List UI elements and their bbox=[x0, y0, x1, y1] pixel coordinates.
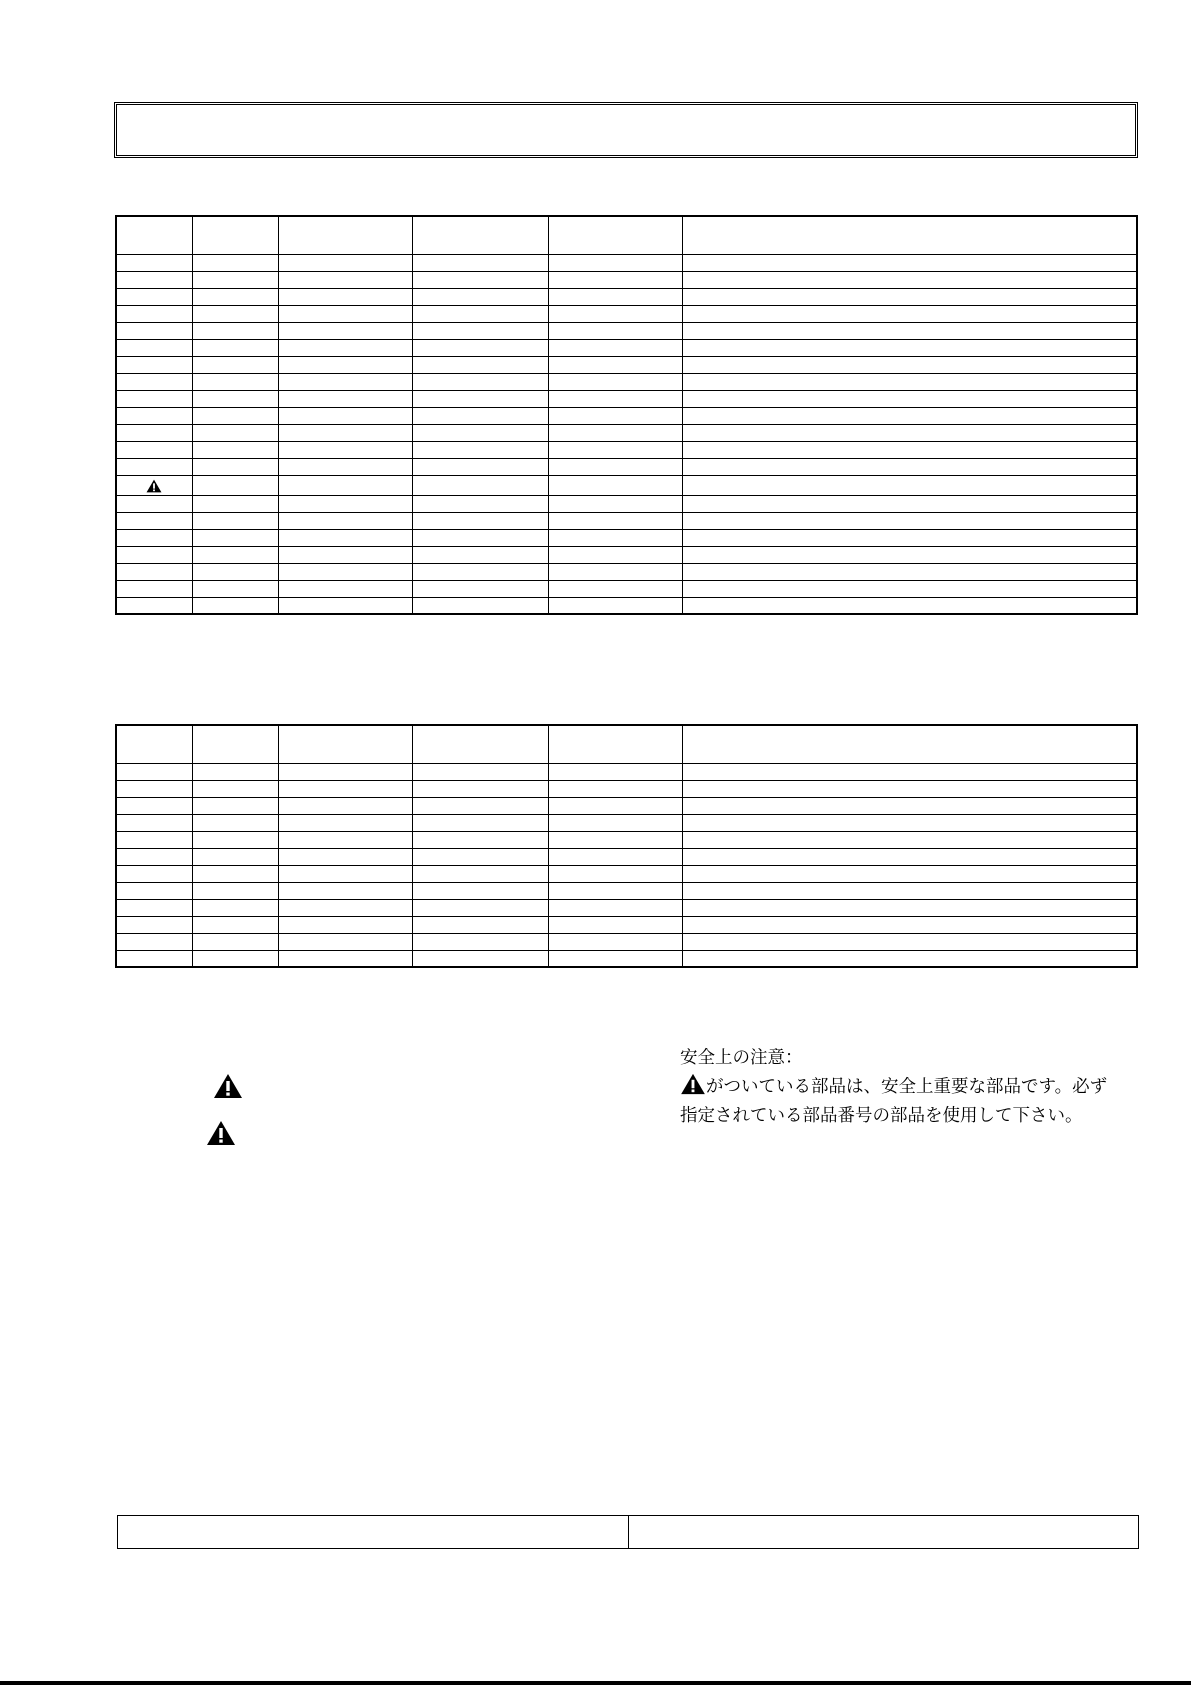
table-cell bbox=[116, 373, 192, 390]
table-cell bbox=[412, 254, 548, 271]
table-cell bbox=[548, 899, 682, 916]
table-row bbox=[116, 458, 1137, 475]
table-cell bbox=[116, 797, 192, 814]
table-cell bbox=[192, 882, 278, 899]
table-cell bbox=[548, 339, 682, 356]
table-cell bbox=[548, 271, 682, 288]
table-cell bbox=[116, 407, 192, 424]
table-cell bbox=[412, 780, 548, 797]
table-cell bbox=[192, 814, 278, 831]
table-cell bbox=[412, 356, 548, 373]
table-header-row bbox=[116, 725, 1137, 763]
table-row bbox=[116, 512, 1137, 529]
table-cell bbox=[412, 475, 548, 495]
table-cell bbox=[682, 441, 1137, 458]
table-cell bbox=[278, 529, 412, 546]
table-row bbox=[116, 546, 1137, 563]
table-cell bbox=[412, 597, 548, 614]
table-cell bbox=[192, 407, 278, 424]
table-cell bbox=[116, 916, 192, 933]
table-row bbox=[116, 950, 1137, 967]
table-cell bbox=[548, 495, 682, 512]
table-cell bbox=[412, 546, 548, 563]
table-cell bbox=[548, 356, 682, 373]
safety-note-heading: 安全上の注意： bbox=[680, 1048, 803, 1068]
table-cell bbox=[548, 441, 682, 458]
table-cell bbox=[278, 597, 412, 614]
table-cell bbox=[278, 848, 412, 865]
table-cell bbox=[548, 580, 682, 597]
table-cell bbox=[278, 882, 412, 899]
header-cell-part-no-2 bbox=[412, 216, 548, 254]
header-cell-description bbox=[682, 725, 1137, 763]
warning-triangle-icon bbox=[206, 1120, 236, 1146]
header-cell-description bbox=[682, 216, 1137, 254]
table-cell bbox=[192, 933, 278, 950]
table-cell bbox=[116, 271, 192, 288]
table-row bbox=[116, 814, 1137, 831]
table-cell bbox=[278, 580, 412, 597]
header-cell-part-no bbox=[278, 725, 412, 763]
table-cell bbox=[548, 529, 682, 546]
safety-note-line-1 bbox=[680, 1073, 1140, 1102]
table-cell bbox=[682, 305, 1137, 322]
table-cell bbox=[548, 475, 682, 495]
table-cell bbox=[682, 933, 1137, 950]
table-cell bbox=[682, 797, 1137, 814]
table-cell bbox=[682, 512, 1137, 529]
table-cell bbox=[682, 848, 1137, 865]
table-cell bbox=[278, 865, 412, 882]
table-cell bbox=[682, 424, 1137, 441]
table-cell bbox=[412, 373, 548, 390]
table-cell bbox=[682, 475, 1137, 495]
table-row bbox=[116, 780, 1137, 797]
table-cell bbox=[192, 950, 278, 967]
table-cell bbox=[412, 390, 548, 407]
table-cell bbox=[682, 580, 1137, 597]
table-cell bbox=[192, 563, 278, 580]
table-cell bbox=[682, 407, 1137, 424]
table-cell bbox=[412, 424, 548, 441]
table-cell bbox=[682, 780, 1137, 797]
table-cell bbox=[278, 373, 412, 390]
table-cell bbox=[192, 441, 278, 458]
table-cell bbox=[412, 288, 548, 305]
table-cell bbox=[278, 933, 412, 950]
header-cell-part-no-3 bbox=[548, 725, 682, 763]
table-cell bbox=[682, 865, 1137, 882]
table-cell bbox=[682, 899, 1137, 916]
table-cell bbox=[116, 512, 192, 529]
table-cell bbox=[116, 814, 192, 831]
table-cell bbox=[192, 356, 278, 373]
table-cell bbox=[278, 356, 412, 373]
table-row bbox=[116, 475, 1137, 495]
table-cell bbox=[192, 899, 278, 916]
table-cell bbox=[192, 390, 278, 407]
table-row bbox=[116, 390, 1137, 407]
table-cell bbox=[192, 865, 278, 882]
table-cell bbox=[192, 373, 278, 390]
table-cell bbox=[682, 814, 1137, 831]
warning-triangle-icon bbox=[213, 1073, 243, 1099]
table-cell bbox=[116, 495, 192, 512]
table-cell bbox=[116, 899, 192, 916]
table-cell bbox=[278, 814, 412, 831]
table-cell bbox=[116, 305, 192, 322]
parts-table-bottom bbox=[115, 724, 1138, 968]
table-cell bbox=[116, 424, 192, 441]
table-cell bbox=[116, 254, 192, 271]
table-cell bbox=[192, 495, 278, 512]
table-cell bbox=[548, 848, 682, 865]
table-cell bbox=[116, 356, 192, 373]
table-cell bbox=[192, 305, 278, 322]
table-cell bbox=[412, 529, 548, 546]
table-cell bbox=[192, 424, 278, 441]
table-cell bbox=[548, 305, 682, 322]
table-row bbox=[116, 356, 1137, 373]
table-cell bbox=[682, 373, 1137, 390]
table-cell bbox=[682, 322, 1137, 339]
table-row bbox=[116, 305, 1137, 322]
table-cell bbox=[548, 546, 682, 563]
table-cell bbox=[278, 458, 412, 475]
warning-triangle-icon bbox=[680, 1073, 706, 1095]
table-cell bbox=[412, 882, 548, 899]
table-cell bbox=[682, 254, 1137, 271]
header-cell-part-no-2 bbox=[412, 725, 548, 763]
table-cell bbox=[682, 763, 1137, 780]
table-cell bbox=[548, 933, 682, 950]
table-cell bbox=[682, 458, 1137, 475]
header-cell-part-no-3 bbox=[548, 216, 682, 254]
table-cell bbox=[548, 458, 682, 475]
table-row bbox=[116, 831, 1137, 848]
table-cell bbox=[278, 831, 412, 848]
table-cell bbox=[548, 254, 682, 271]
table-cell bbox=[682, 495, 1137, 512]
table-cell bbox=[116, 933, 192, 950]
table-cell bbox=[116, 339, 192, 356]
table-cell bbox=[548, 882, 682, 899]
table-cell bbox=[682, 339, 1137, 356]
table-row bbox=[116, 882, 1137, 899]
header-cell-ref bbox=[192, 725, 278, 763]
table-cell bbox=[278, 254, 412, 271]
table-cell bbox=[192, 322, 278, 339]
table-header-row bbox=[116, 216, 1137, 254]
footer-cell-left bbox=[118, 1516, 628, 1548]
table-cell bbox=[548, 865, 682, 882]
header-cell-part-no bbox=[278, 216, 412, 254]
table-cell bbox=[682, 831, 1137, 848]
table-cell bbox=[412, 580, 548, 597]
table-cell bbox=[116, 848, 192, 865]
table-cell bbox=[682, 882, 1137, 899]
table-cell bbox=[548, 950, 682, 967]
table-cell bbox=[116, 546, 192, 563]
table-cell bbox=[412, 495, 548, 512]
table-cell bbox=[682, 597, 1137, 614]
table-cell bbox=[412, 933, 548, 950]
table-cell bbox=[548, 780, 682, 797]
table-cell bbox=[192, 916, 278, 933]
table-cell bbox=[278, 271, 412, 288]
footer-cell-right bbox=[628, 1516, 1139, 1548]
table-cell bbox=[192, 797, 278, 814]
table-cell bbox=[192, 288, 278, 305]
table-cell bbox=[278, 424, 412, 441]
table-cell bbox=[412, 797, 548, 814]
table-cell bbox=[682, 390, 1137, 407]
table-cell bbox=[412, 271, 548, 288]
table-cell bbox=[116, 580, 192, 597]
table-cell bbox=[116, 475, 192, 495]
table-row bbox=[116, 271, 1137, 288]
table-cell bbox=[278, 322, 412, 339]
table-row bbox=[116, 916, 1137, 933]
table-row bbox=[116, 424, 1137, 441]
warning-triangle-icon bbox=[146, 479, 162, 493]
table-cell bbox=[278, 780, 412, 797]
table-cell bbox=[192, 580, 278, 597]
table-cell bbox=[682, 916, 1137, 933]
table-cell bbox=[192, 780, 278, 797]
table-cell bbox=[116, 529, 192, 546]
page-title-box bbox=[114, 102, 1138, 158]
table-row bbox=[116, 339, 1137, 356]
table-cell bbox=[278, 339, 412, 356]
table-cell bbox=[548, 814, 682, 831]
table-row bbox=[116, 597, 1137, 614]
table-cell bbox=[412, 322, 548, 339]
table-cell bbox=[278, 797, 412, 814]
table-cell bbox=[548, 322, 682, 339]
table-cell bbox=[192, 763, 278, 780]
table-row bbox=[116, 322, 1137, 339]
table-cell bbox=[548, 373, 682, 390]
table-row bbox=[116, 865, 1137, 882]
table-cell bbox=[548, 288, 682, 305]
table-cell bbox=[116, 441, 192, 458]
table-cell bbox=[192, 271, 278, 288]
table-cell bbox=[116, 865, 192, 882]
table-cell bbox=[548, 763, 682, 780]
page-bottom-rule bbox=[0, 1681, 1191, 1685]
table-cell bbox=[116, 322, 192, 339]
table-cell bbox=[278, 512, 412, 529]
table-cell bbox=[192, 529, 278, 546]
table-cell bbox=[192, 546, 278, 563]
table-cell bbox=[192, 848, 278, 865]
table-cell bbox=[278, 441, 412, 458]
table-cell bbox=[192, 475, 278, 495]
table-row bbox=[116, 529, 1137, 546]
table-cell bbox=[116, 563, 192, 580]
table-cell bbox=[278, 305, 412, 322]
table-cell bbox=[192, 512, 278, 529]
safety-note-line-2: 指定されている部品番号の部品を使用して下さい。 bbox=[680, 1106, 1083, 1126]
table-cell bbox=[412, 441, 548, 458]
table-cell bbox=[412, 512, 548, 529]
table-cell bbox=[412, 763, 548, 780]
table-cell bbox=[548, 916, 682, 933]
table-cell bbox=[548, 424, 682, 441]
table-cell bbox=[116, 882, 192, 899]
table-cell bbox=[682, 563, 1137, 580]
table-cell bbox=[278, 288, 412, 305]
safety-note bbox=[680, 1044, 1140, 1131]
header-cell-safety bbox=[116, 725, 192, 763]
table-cell bbox=[548, 797, 682, 814]
table-cell bbox=[548, 407, 682, 424]
table-cell bbox=[192, 254, 278, 271]
table-cell bbox=[412, 848, 548, 865]
table-cell bbox=[412, 563, 548, 580]
table-cell bbox=[278, 475, 412, 495]
table-cell bbox=[412, 814, 548, 831]
table-cell bbox=[116, 831, 192, 848]
footer-box bbox=[117, 1515, 1139, 1549]
table-cell bbox=[116, 390, 192, 407]
table-cell bbox=[682, 288, 1137, 305]
table-cell bbox=[116, 458, 192, 475]
parts-table-top bbox=[115, 215, 1138, 615]
table-cell bbox=[412, 865, 548, 882]
table-cell bbox=[412, 305, 548, 322]
table-cell bbox=[278, 950, 412, 967]
safety-note-text-1: がついている部品は、安全上重要な部品です。必ず bbox=[706, 1077, 1108, 1097]
table-cell bbox=[548, 597, 682, 614]
table-cell bbox=[116, 597, 192, 614]
table-cell bbox=[548, 390, 682, 407]
table-row bbox=[116, 763, 1137, 780]
table-cell bbox=[192, 339, 278, 356]
table-cell bbox=[278, 546, 412, 563]
table-cell bbox=[116, 288, 192, 305]
table-cell bbox=[278, 390, 412, 407]
table-cell bbox=[548, 831, 682, 848]
header-cell-ref bbox=[192, 216, 278, 254]
table-row bbox=[116, 899, 1137, 916]
table-cell bbox=[278, 495, 412, 512]
table-cell bbox=[192, 831, 278, 848]
table-cell bbox=[278, 763, 412, 780]
table-row bbox=[116, 254, 1137, 271]
table-row bbox=[116, 580, 1137, 597]
table-cell bbox=[682, 271, 1137, 288]
table-cell bbox=[278, 899, 412, 916]
table-cell bbox=[412, 899, 548, 916]
table-cell bbox=[278, 407, 412, 424]
table-cell bbox=[116, 763, 192, 780]
table-cell bbox=[278, 563, 412, 580]
table-row bbox=[116, 495, 1137, 512]
table-cell bbox=[412, 916, 548, 933]
table-cell bbox=[548, 512, 682, 529]
table-cell bbox=[192, 458, 278, 475]
table-row bbox=[116, 288, 1137, 305]
table-cell bbox=[412, 339, 548, 356]
table-row bbox=[116, 797, 1137, 814]
table-row bbox=[116, 933, 1137, 950]
table-row bbox=[116, 373, 1137, 390]
table-cell bbox=[278, 916, 412, 933]
table-cell bbox=[682, 546, 1137, 563]
table-row bbox=[116, 407, 1137, 424]
table-row bbox=[116, 848, 1137, 865]
table-row bbox=[116, 441, 1137, 458]
table-cell bbox=[412, 458, 548, 475]
table-cell bbox=[682, 529, 1137, 546]
table-cell bbox=[412, 831, 548, 848]
table-cell bbox=[682, 356, 1137, 373]
table-cell bbox=[548, 563, 682, 580]
header-cell-safety bbox=[116, 216, 192, 254]
table-cell bbox=[192, 597, 278, 614]
table-cell bbox=[412, 950, 548, 967]
table-cell bbox=[682, 950, 1137, 967]
table-cell bbox=[412, 407, 548, 424]
table-cell bbox=[116, 950, 192, 967]
table-cell bbox=[116, 780, 192, 797]
table-row bbox=[116, 563, 1137, 580]
